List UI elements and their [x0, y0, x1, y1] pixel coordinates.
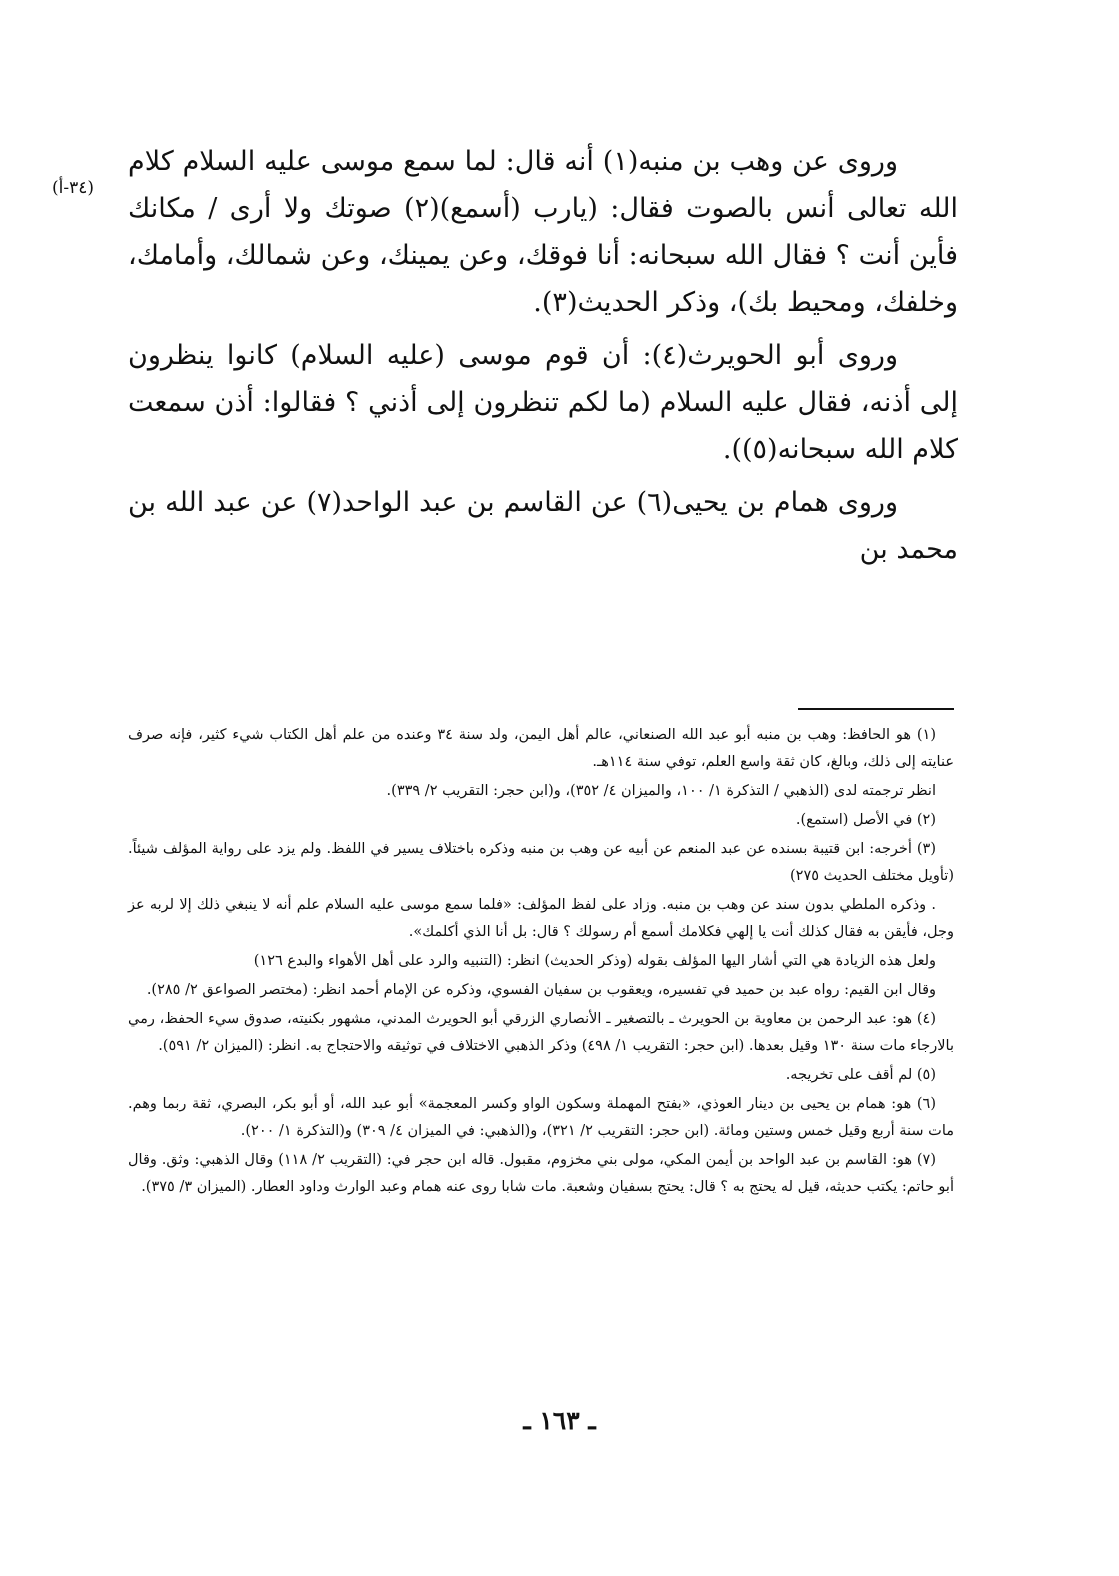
footnote-5: (٥) لم أقف على تخريجه.	[785, 1067, 936, 1083]
paragraph-1: وروى عن وهب بن منبه(١) أنه قال: لما سمع موسى عليه السلام كلام الله تعالى أنس بالصوت فقال: (يارب (أسمع)(٢) صوتك ولا أرى / مكانك فأين أنت ؟ فقال الله سبحانه: أنا فوقك، وعن يمينك، وعن شمالك، وأمامك، وخلفك، ومحيط بك)، وذكر الحديث(٣).	[128, 146, 959, 318]
footnote-4: (٤) هو: عبد الرحمن بن معاوية بن الحويرث ـ بالتصغير ـ الأنصاري الزرقي أبو الحويرث المدني، مشهور بكنيته، صدوق سيء الحفظ، رمي بالارجاء مات سنة ١٣٠ وقيل بعدها. (ابن حجر: التقريب ١/ ٤٩٨) وذكر الذهبي الاختلاف في توثيقه والاحتجاج به. انظر: (الميزان ٢/ ٥٩١).	[128, 1011, 954, 1054]
margin-folio-note: (٣٤-أ)	[52, 178, 95, 198]
footnote-3-cont-b: ولعل هذه الزيادة هي التي أشار اليها المؤلف بقوله (وذكر الحديث) انظر: (التنبيه والرد على أهل الأهواء والبدع ١٢٦)	[253, 953, 936, 969]
footnote-3: (٣) أخرجه: ابن قتيبة بسنده عن عبد المنعم عن أبيه عن وهب بن منبه وذكره باختلاف يسير في اللفظ. ولم يزد على رواية المؤلف شيئاً. (تأويل مختلف الحديث ٢٧٥)	[128, 841, 954, 884]
paragraph-3: وروى همام بن يحيى(٦) عن القاسم بن عبد الواحد(٧) عن عبد الله بن محمد بن	[128, 487, 958, 565]
page-number: ـ ١٦٣ ـ	[523, 1406, 596, 1435]
footnote-7: (٧) هو: القاسم بن عبد الواحد بن أيمن المكي، مولى بني مخزوم، مقبول. قاله ابن حجر في: (التقريب ٢/ ١١٨) وقال الذهبي: وثق. وقال أبو حاتم: يكتب حديثه، قيل له يحتج به ؟ قال: يحتج بسفيان وشعبة. مات شابا روى عنه همام وعبد الوارث وداود العطار. (الميزان ٣/ ٣٧٥).	[128, 1152, 954, 1195]
footnote-1-ref: انظر ترجمته لدى (الذهبي / التذكرة ١/ ١٠٠، والميزان ٤/ ٣٥٢)، و(ابن حجر: التقريب ٢/ ٣٣٩).	[386, 783, 936, 799]
main-text	[128, 138, 958, 579]
footnote-2: (٢) في الأصل (استمع).	[795, 812, 936, 828]
footnote-6: (٦) هو: همام بن يحيى بن دينار العوذي، «بفتح المهملة وسكون الواو وكسر المعجمة» أبو عبد الله، أو أبو بكر، البصري، ثقة ربما وهم. مات سنة أربع وقيل خمس وستين ومائة. (ابن حجر: التقريب ٢/ ٣٢١)، و(الذهبي: في الميزان ٤/ ٣٠٩) و(التذكرة ١/ ٢٠٠).	[128, 1096, 954, 1139]
paragraph-2: وروى أبو الحويرث(٤): أن قوم موسى (عليه السلام) كانوا ينظرون إلى أذنه، فقال عليه السلام (ما لكم تنظرون إلى أذني ؟ فقالوا: أذن سمعت كلام الله سبحانه(٥)).	[128, 340, 958, 465]
footnote-3-cont-c: وقال ابن القيم: رواه عبد بن حميد في تفسيره، ويعقوب بن سفيان الفسوي، وذكره عن الإمام أحمد انظر: (مختصر الصواعق ٢/ ٢٨٥).	[146, 982, 936, 998]
footnote-1: (١) هو الحافظ: وهب بن منبه أبو عبد الله الصنعاني، عالم أهل اليمن، ولد سنة ٣٤ وعنده من علم أهل الكتاب شيء كثير، فإنه صرف عنايته إلى ذلك، وبالغ، كان ثقة واسع العلم، توفي سنة ١١٤هـ.	[128, 727, 954, 770]
footnote-separator	[798, 708, 954, 710]
footnotes	[128, 722, 954, 1203]
footnote-3-cont-a: . وذكره الملطي بدون سند عن وهب بن منبه. وزاد على لفظ المؤلف: «فلما سمع موسى عليه السلام علم أنه لا ينبغي ذلك إلا لربه عز وجل، فأيقن به فقال كذلك أنت يا إلهي فكلامك أسمع أم رسولك ؟ قال: بل أنا الذي أكلمك».	[128, 897, 954, 940]
